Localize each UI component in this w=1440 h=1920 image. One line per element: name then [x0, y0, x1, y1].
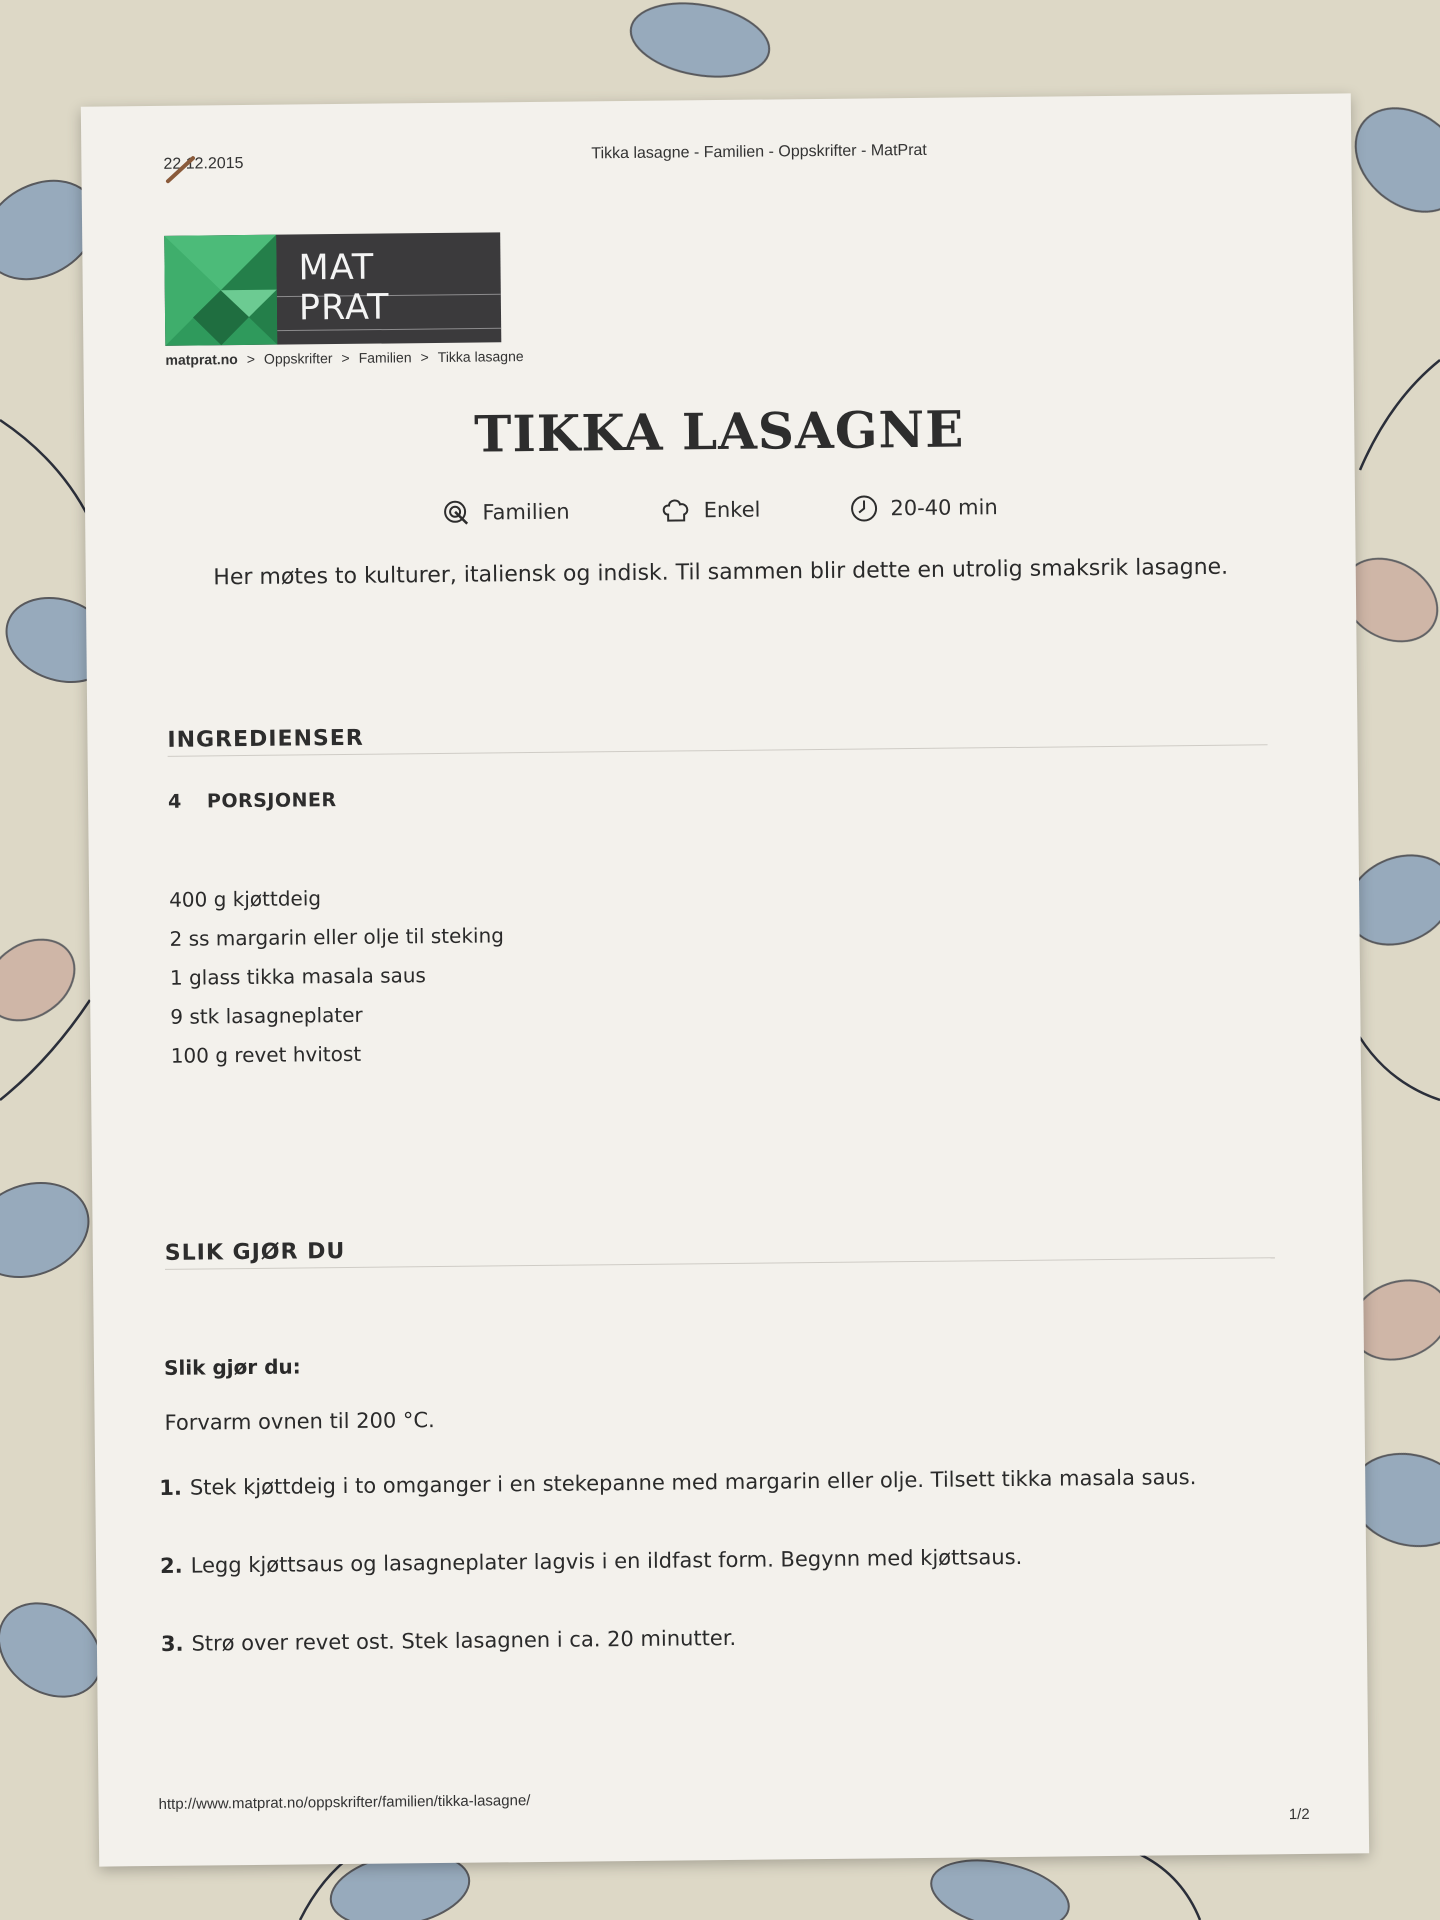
method-preheat: Forvarm ovnen til 200 °C. [164, 1408, 435, 1435]
breadcrumb-item-familien[interactable]: Familien [358, 349, 412, 366]
logo-line-1: MAT [298, 247, 375, 289]
breadcrumb-separator: > [420, 349, 429, 366]
breadcrumb [165, 348, 523, 368]
meta-category[interactable] [442, 498, 570, 527]
print-page-number: 1/2 [1288, 1805, 1310, 1824]
meta-time-label: 20-40 min [890, 495, 998, 521]
method-step [160, 1545, 1022, 1578]
meta-difficulty-label: Enkel [703, 497, 761, 523]
meta-time [850, 493, 998, 523]
breadcrumb-item-home[interactable]: matprat.no [165, 351, 238, 368]
breadcrumb-item-current: Tikka lasagne [437, 348, 524, 365]
target-pin-icon [442, 499, 470, 527]
portions-count: 4 [167, 790, 182, 813]
breadcrumb-separator: > [341, 349, 350, 366]
print-date: 22.12.2015 [163, 154, 244, 173]
step-number: 3. [160, 1631, 184, 1656]
recipe-intro: Her møtes to kulturer, italiensk og indisk. Til sammen blir dette en utrolig smaksrik lasagne. [213, 554, 1229, 591]
step-text: Stek kjøttdeig i to omganger i en stekepanne med margarin eller olje. Tilsett tikka masala saus. [189, 1465, 1197, 1500]
portions-selector[interactable] [168, 789, 337, 813]
logo-geometric-mark-icon [164, 235, 277, 346]
ingredient-item: 400 g kjøttdeig [169, 886, 322, 912]
ingredients-heading: INGREDIENSER [167, 725, 364, 753]
method-heading: SLIK GJØR DU [164, 1238, 346, 1266]
meta-difficulty [660, 496, 761, 525]
step-text: Legg kjøttsaus og lasagneplater lagvis i en ildfast form. Begynn med kjøttsaus. [190, 1544, 1023, 1578]
matprat-logo[interactable] [164, 232, 501, 346]
chef-hat-icon [660, 496, 692, 524]
recipe-title: TIKKA LASAGNE [473, 399, 965, 464]
breadcrumb-separator: > [246, 350, 256, 367]
print-page-title: Tikka lasagne - Familien - Oppskrifter - MatPrat [591, 141, 927, 163]
step-number: 2. [159, 1553, 183, 1578]
ingredient-item: 100 g revet hvitost [170, 1041, 362, 1068]
logo-wordmark [276, 233, 390, 344]
ingredient-item: 2 ss margarin eller olje til steking [169, 923, 505, 951]
meta-category-label: Familien [482, 499, 570, 525]
ingredient-item: 9 stk lasagneplater [170, 1002, 363, 1029]
method-subheading: Slik gjør du: [163, 1354, 301, 1380]
method-step [159, 1465, 1196, 1500]
step-text: Strø over revet ost. Stek lasagnen i ca. 20 minutter. [191, 1625, 737, 1656]
print-footer-url[interactable]: http://www.matprat.no/oppskrifter/familien/tikka-lasagne/ [158, 1792, 531, 1813]
clock-icon [850, 494, 878, 522]
printed-recipe-page [81, 93, 1369, 1866]
logo-line-2: PRAT [298, 287, 390, 329]
portions-label: PORSJONER [206, 789, 337, 813]
ingredient-list [169, 877, 505, 1075]
breadcrumb-item-oppskrifter[interactable]: Oppskrifter [263, 350, 333, 367]
step-number: 1. [159, 1475, 183, 1500]
recipe-meta [85, 489, 1355, 530]
method-step [161, 1626, 737, 1656]
ingredient-item: 1 glass tikka masala saus [169, 963, 427, 990]
